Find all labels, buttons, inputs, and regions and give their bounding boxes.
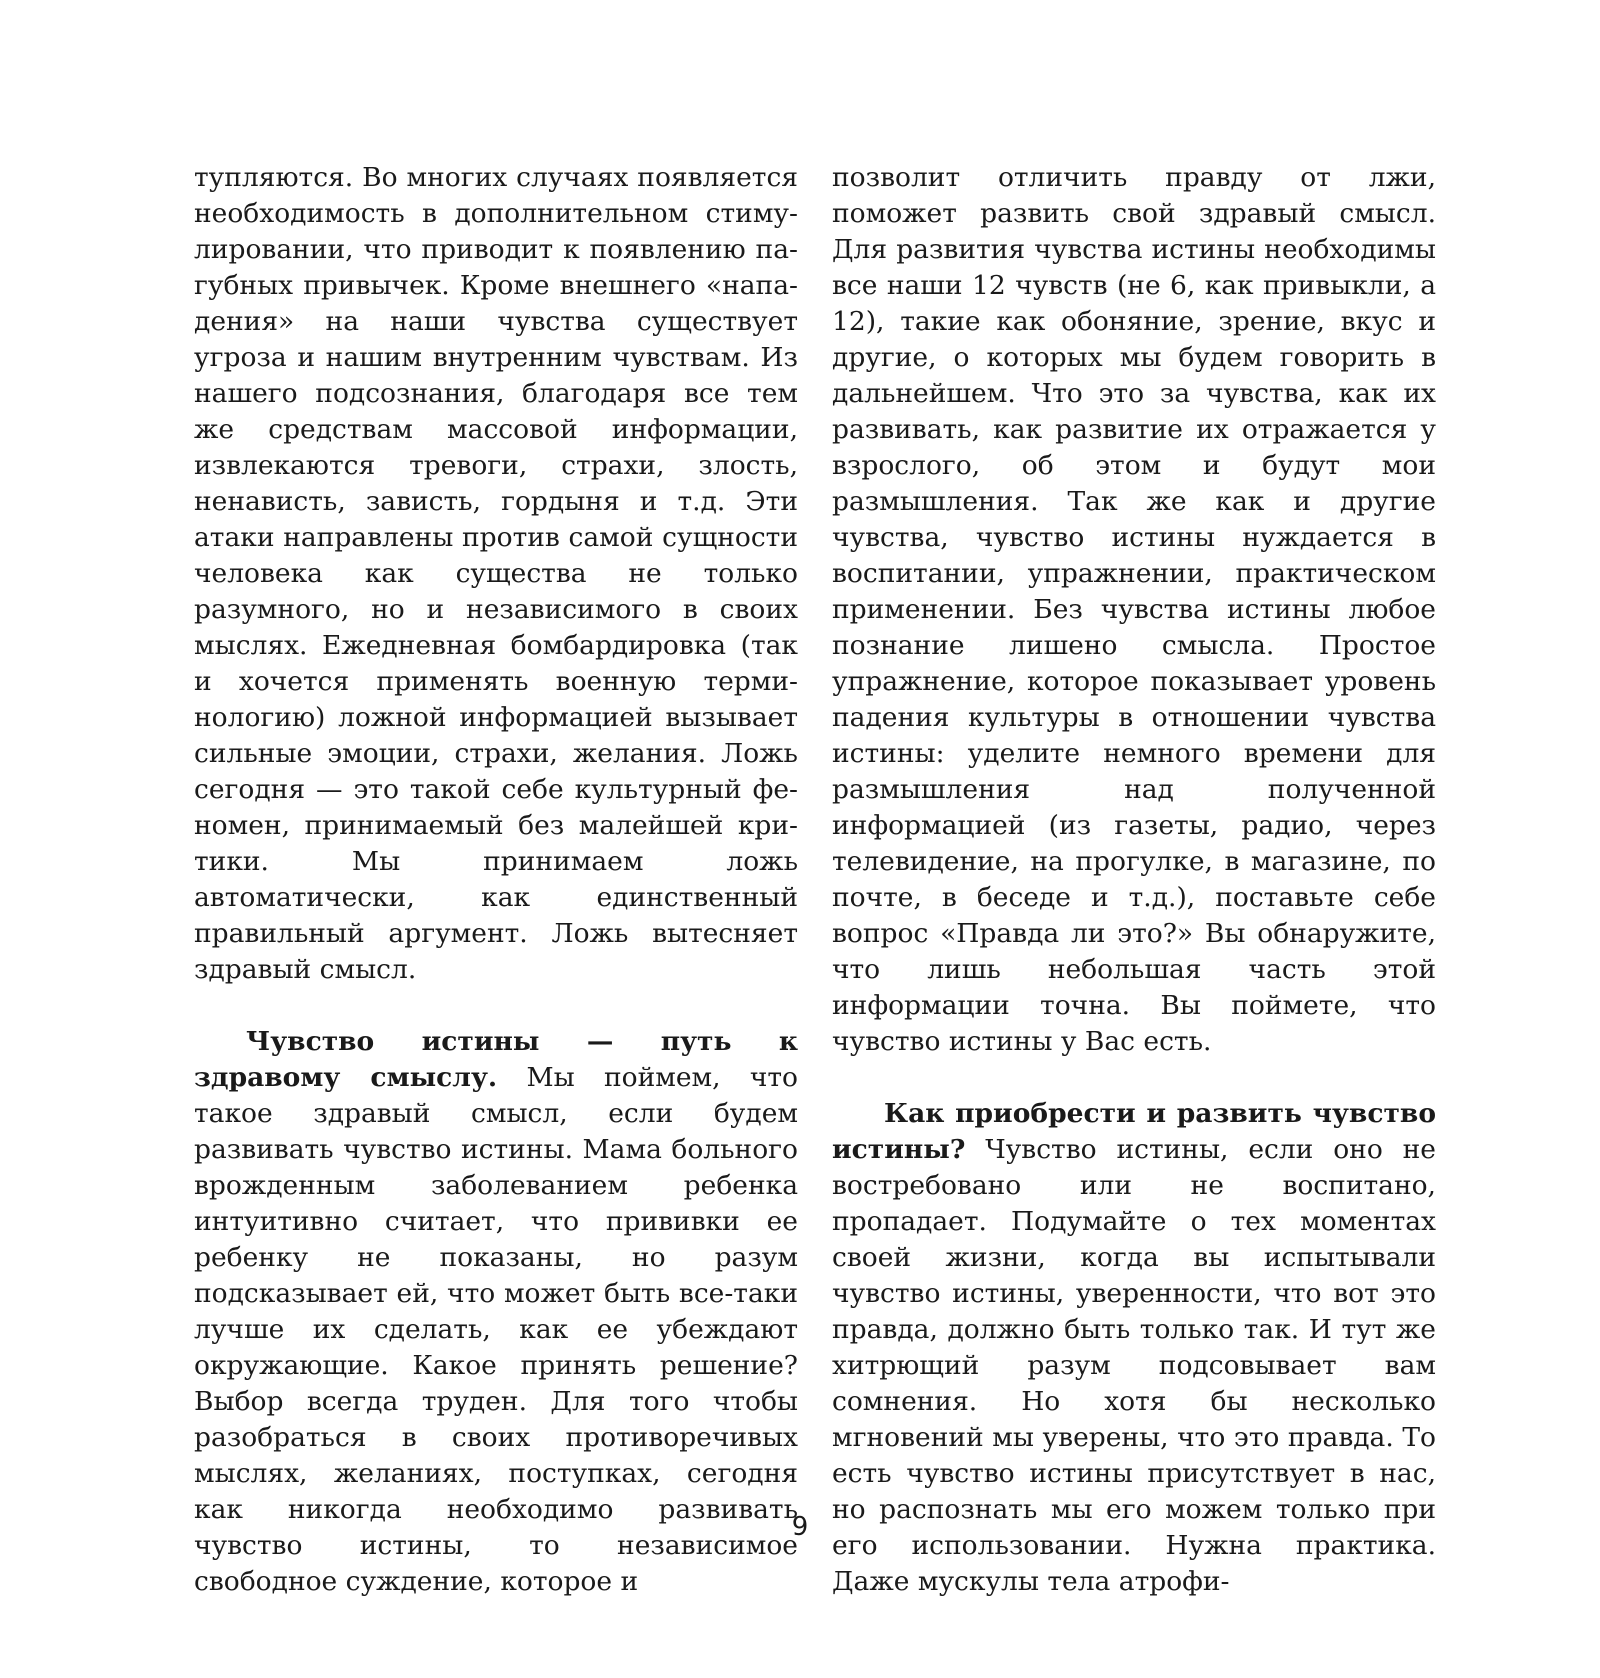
page-number: 9 (791, 1512, 809, 1542)
left-column (194, 160, 798, 1600)
paragraph: позволит отличить правду от лжи, поможет развить свой здравый смысл. Для развития чувства истины необходимы все наши 12 чувств (не 6, как привыкли, а 12), такие как обоняние, зрение, вкус и другие, о которых мы будем говорить в дальнейшем. Что это за чувства, как их развивать, как развитие их отражается у взрослого, об этом и будут мои размышления. Так же как и другие чувства, чувство истины нуждается в воспитании, упражнении, практическом применении. Без чувства истины любое познание лишено смысла. Простое упражнение, которое показывает уровень падения культуры в отношении чувства истины: уделите немного времени для размышления над полученной информацией (из газеты, радио, через телевидение, на прогулке, в магазине, по почте, в беседе и т.д.), поставьте себе вопрос «Правда ли это?» Вы обнаружите, что лишь небольшая часть этой информации точна. Вы поймете, что чувство истины у Вас есть. (832, 162, 1436, 1057)
section-heading: Как приобрести и развить чувство истины? (832, 1098, 1436, 1165)
paragraph: тупляются. Во многих случаях появляется необходимость в дополнительном стимулировании, что приводит к появлению пагубных привычек. Кроме внешнего «нападения» на наши чувства существует угроза и нашим внутренним чувствам. Из нашего подсознания, благодаря все тем же средствам массовой информации, извлекаются тревоги, страхи, злость, ненависть, зависть, гордыня и т.д. Эти атаки направлены против самой сущности человека как существа не только разумного, но и независимого в своих мыслях. Ежедневная бомбардировка (так и хочется применять военную терминологию) ложной информацией вызывает сильные эмоции, страхи, желания. Ложь сегодня — это такой себе культурный феномен, принимаемый без малейшей критики. Мы принимаем ложь автоматически, как единственный правильный аргумент. Ложь вытесняет здравый смысл. (194, 162, 798, 985)
paragraph-text: Чувство истины, если оно не востребовано или не воспитано, пропадает. Подумайте о тех моментах своей жизни, когда вы испытывали чувство истины, уверенности, что вот это правда, должно быть только так. И тут же хитрющий разум подсовывает вам сомнения. Но хотя бы несколько мгновений мы уверены, что это правда. То есть чувство истины присутствует в нас, но распознать мы его можем только при его использовании. Нужна практика. Даже мускулы тела атрофи- (832, 1134, 1436, 1597)
right-column (832, 160, 1436, 1600)
section-heading: Чувство истины — путь к здравому смыслу. (194, 1026, 798, 1093)
paragraph-text: Мы поймем, что такое здравый смысл, если будем развивать чувство истины. Мама больного врожденным заболеванием ребенка интуитивно считает, что прививки ее ребенку не показаны, но разум подсказывает ей, что может быть все-таки лучше их сделать, как ее убеждают окружающие. Какое принять решение? Выбор всегда труден. Для того чтобы разобраться в своих противоречивых мыслях, желаниях, поступках, сегодня как никогда необходимо развивать чувство истины, то независимое свободное суждение, которое и (194, 1062, 798, 1597)
